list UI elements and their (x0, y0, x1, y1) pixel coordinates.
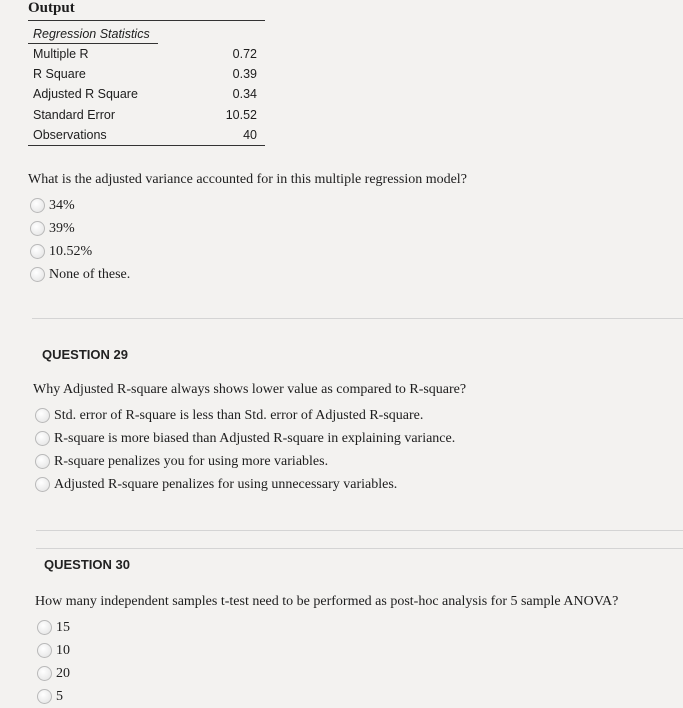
row-label: R Square (33, 67, 86, 82)
question-30 (35, 594, 618, 708)
q29-option-1[interactable] (35, 404, 466, 427)
radio-button[interactable] (30, 198, 45, 213)
radio-button[interactable] (37, 620, 52, 635)
q30-option-2[interactable] (37, 639, 618, 662)
q29-option-4[interactable] (35, 473, 466, 496)
separator (32, 318, 683, 319)
radio-button[interactable] (30, 244, 45, 259)
q29-option-3[interactable] (35, 450, 466, 473)
row-label: Adjusted R Square (33, 87, 138, 102)
question-28 (28, 172, 467, 286)
q29-option-2[interactable] (35, 427, 466, 450)
question-29-heading: QUESTION 29 (42, 347, 128, 362)
table-row (28, 64, 265, 84)
question-30-heading: QUESTION 30 (44, 557, 130, 572)
output-title: Output (28, 0, 75, 16)
option-label: None of these. (49, 266, 131, 282)
table-row (28, 125, 265, 146)
option-label: Std. error of R-square is less than Std. error of Adjusted R-square. (54, 407, 424, 423)
row-value: 10.52 (225, 107, 257, 122)
radio-button[interactable] (35, 454, 50, 469)
q28-option-2[interactable] (30, 217, 467, 240)
radio-button[interactable] (37, 689, 52, 704)
row-value: 0.34 (232, 87, 257, 102)
row-value: 0.72 (232, 47, 257, 62)
q30-option-3[interactable] (37, 662, 618, 685)
q30-option-4[interactable] (37, 685, 618, 708)
radio-button[interactable] (30, 267, 45, 282)
question-29-text: Why Adjusted R-square always shows lower value as compared to R-square? (33, 382, 467, 397)
option-label: 20 (56, 665, 70, 681)
table-row (28, 44, 265, 64)
question-30-text: How many independent samples t-test need to be performed as post-hoc analysis for 5 sample ANOVA? (35, 594, 619, 609)
option-label: 10.52% (49, 243, 93, 259)
q28-option-3[interactable] (30, 240, 467, 263)
q30-option-1[interactable] (37, 616, 618, 639)
q28-option-1[interactable] (30, 194, 467, 217)
option-label: 15 (56, 619, 70, 635)
row-value: 0.39 (232, 67, 257, 82)
radio-button[interactable] (35, 431, 50, 446)
option-label: 39% (49, 220, 75, 236)
table-row (28, 84, 265, 104)
radio-button[interactable] (37, 666, 52, 681)
option-label: 5 (56, 688, 63, 704)
option-label: R-square penalizes you for using more variables. (54, 453, 329, 469)
radio-button[interactable] (35, 408, 50, 423)
q28-option-4[interactable] (30, 263, 467, 286)
regression-statistics-table (28, 20, 265, 146)
row-label: Multiple R (33, 47, 89, 62)
option-label: R-square is more biased than Adjusted R-square in explaining variance. (54, 430, 456, 446)
radio-button[interactable] (30, 221, 45, 236)
table-header: Regression Statistics (28, 21, 158, 44)
radio-button[interactable] (35, 477, 50, 492)
radio-button[interactable] (37, 643, 52, 658)
row-label: Standard Error (33, 107, 115, 122)
separator (36, 530, 683, 531)
option-label: 34% (49, 197, 75, 213)
table-row (28, 105, 265, 125)
option-label: 10 (56, 642, 70, 658)
question-29 (33, 382, 466, 496)
row-value: 40 (243, 127, 257, 142)
option-label: Adjusted R-square penalizes for using unnecessary variables. (54, 476, 398, 492)
row-label: Observations (33, 127, 107, 142)
question-28-text: What is the adjusted variance accounted for in this multiple regression model? (28, 172, 467, 187)
separator (36, 548, 683, 549)
